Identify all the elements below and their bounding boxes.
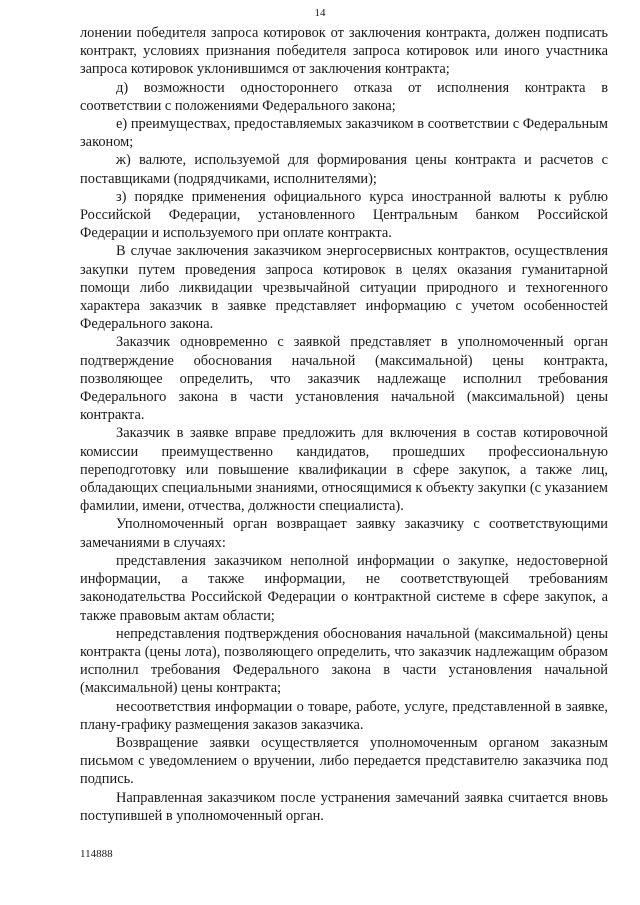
paragraph-item-d: д) возможности одностороннего отказа от исполнения контракта в соответствии с положениями Федерального закона; bbox=[80, 79, 608, 114]
paragraph-resubmission: Направленная заказчиком после устранения замечаний заявка считается вновь поступившей в уполномоченный орган. bbox=[80, 789, 608, 824]
paragraph-commission-candidates: Заказчик в заявке вправе предложить для включения в состав котировочной комиссии преимущественно кандидатов, прошедших профессиональную переподготовку или повышение квалификации в сфере закупок, а также лиц, обладающих специальными знаниями, относящимися к объекту закупки (с указанием фамилии, имени, отчества, должности специалиста). bbox=[80, 425, 608, 515]
paragraph-continuation: лонении победителя запроса котировок от заключения контракта, должен подписать контракт, условиях признания победителя запроса котировок или иного участника запроса котировок уклонившимся от заключения контракта; bbox=[80, 25, 608, 78]
paragraph-item-zh: ж) валюте, используемой для формирования цены контракта и расчетов с поставщиками (подрядчиками, исполнителями); bbox=[80, 152, 608, 187]
paragraph-item-e: е) преимуществах, предоставляемых заказчиком в соответствии с Федеральным законом; bbox=[80, 116, 608, 151]
paragraph-case-no-justification: непредставления подтверждения обоснования начальной (максимальной) цены контракта (цены лота), позволяющего определить, что заказчик надлежащим образом исполнил требования Федерального закона в части установления начальной (максимальной) цены контракта; bbox=[80, 625, 608, 697]
paragraph-energy-contracts: В случае заключения заказчиком энергосервисных контрактов, осуществления закупки путем проведения запроса котировок в целях оказания гуманитарной помощи либо ликвидации чрезвычайной ситуации природного и техногенного характера заказчик в заявке представляет информацию с учетом особенностей Федерального закона. bbox=[80, 243, 608, 333]
paragraph-case-incomplete-info: представления заказчиком неполной информации о закупке, недостоверной информации, а также информации, не соответствующей требованиям законодательства Российской Федерации о контрактной системе в сфере закупок, а также правовым актам области; bbox=[80, 552, 608, 624]
page-number: 14 bbox=[314, 7, 326, 19]
document-body bbox=[80, 24, 608, 825]
paragraph-item-z: з) порядке применения официального курса иностранной валюты к рублю Российской Федерации, установленного Центральным банком Российской Федерации и используемого при оплате контракта. bbox=[80, 188, 608, 242]
paragraph-return-cases: Уполномоченный орган возвращает заявку заказчику с соответствующими замечаниями в случаях: bbox=[80, 516, 608, 551]
paragraph-return-method: Возвращение заявки осуществляется уполномоченным органом заказным письмом с уведомлением о вручении, либо передается представителю заказчика под подпись. bbox=[80, 734, 608, 788]
paragraph-price-justification: Заказчик одновременно с заявкой представляет в уполномоченный орган подтверждение обоснования начальной (максимальной) цены контракта, позволяющее определить, что заказчик надлежаще исполнил требования Федерального закона в части установления начальной (максимальной) цены контракта. bbox=[80, 334, 608, 424]
document-code: 114888 bbox=[80, 848, 113, 860]
paragraph-case-mismatch: несоответствия информации о товаре, работе, услуге, представленной в заявке, плану-графику размещения заказов заказчика. bbox=[80, 698, 608, 733]
